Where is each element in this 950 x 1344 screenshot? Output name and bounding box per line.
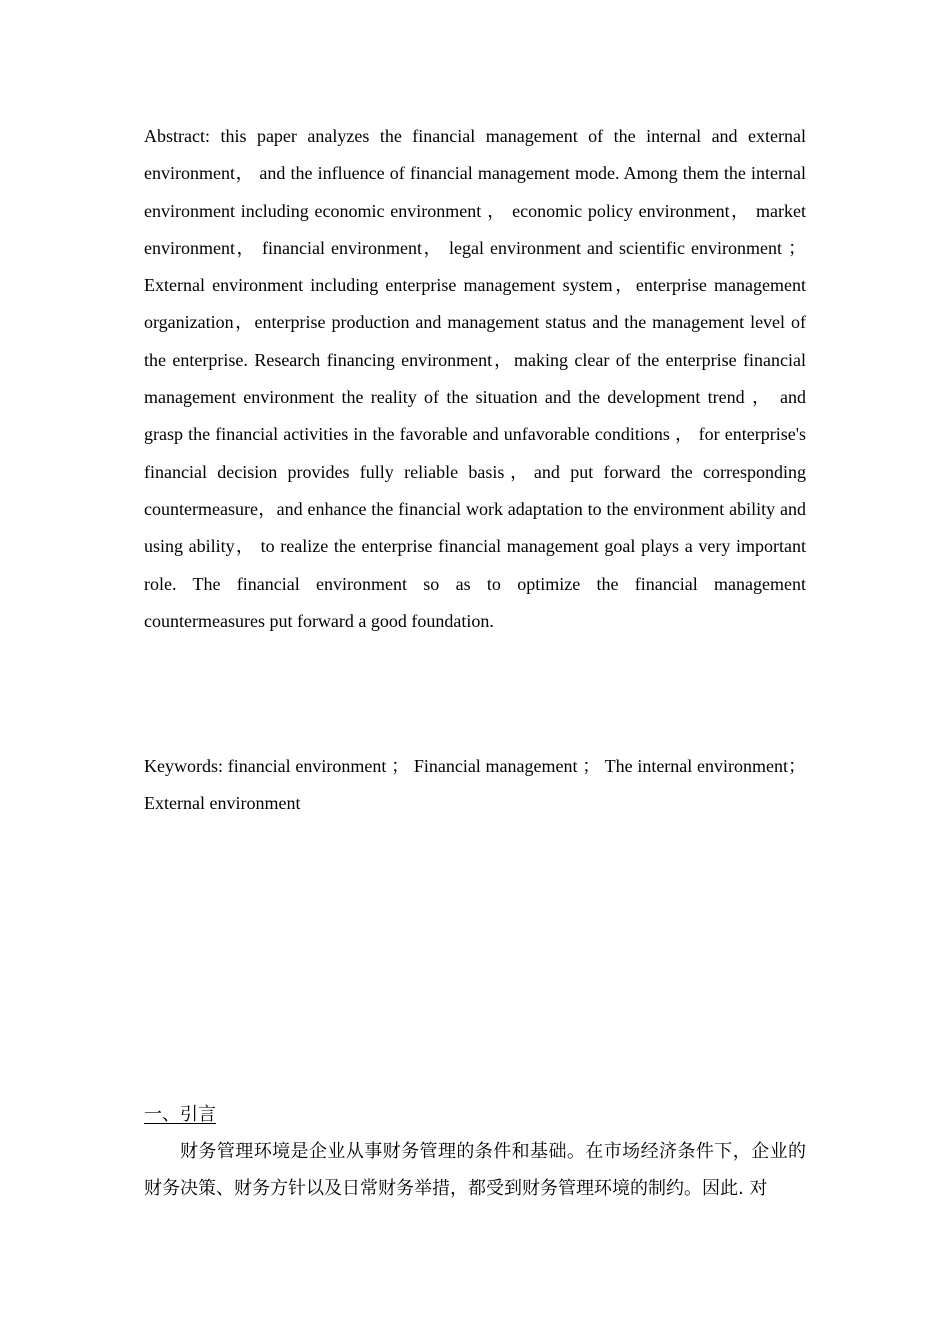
keywords-paragraph: Keywords: financial environment ； Financial management ； The internal environment； External environment — [144, 756, 806, 814]
introduction-body-paragraph: 财务管理环境是企业从事财务管理的条件和基础。在市场经济条件下，企业的财务决策、财务方针以及日常财务举措，都受到财务管理环境的制约。因此. 对 — [144, 1141, 806, 1199]
abstract-paragraph: Abstract: this paper analyzes the financial management of the internal and external environment， and the influence of financial management mode. Among them the internal environment including economic environment ， economic policy environment， market environment， financial environment， legal environment and scientific environment ； External environment including enterprise management system，enterprise management organization，enterprise production and management status and the management level of the enterprise. Research financing environment，making clear of the enterprise financial management environment the reality of the situation and the development trend ， and grasp the financial activities in the favorable and unfavorable conditions ， for enterprise's financial decision provides fully reliable basis，and put forward the corresponding countermeasure，and enhance the financial work adaptation to the environment ability and using ability， to realize the enterprise financial management goal plays a very important role. The financial environment so as to optimize the financial management countermeasures put forward a good foundation. — [144, 126, 806, 631]
section-heading-introduction: 一、引言 — [144, 1104, 216, 1124]
